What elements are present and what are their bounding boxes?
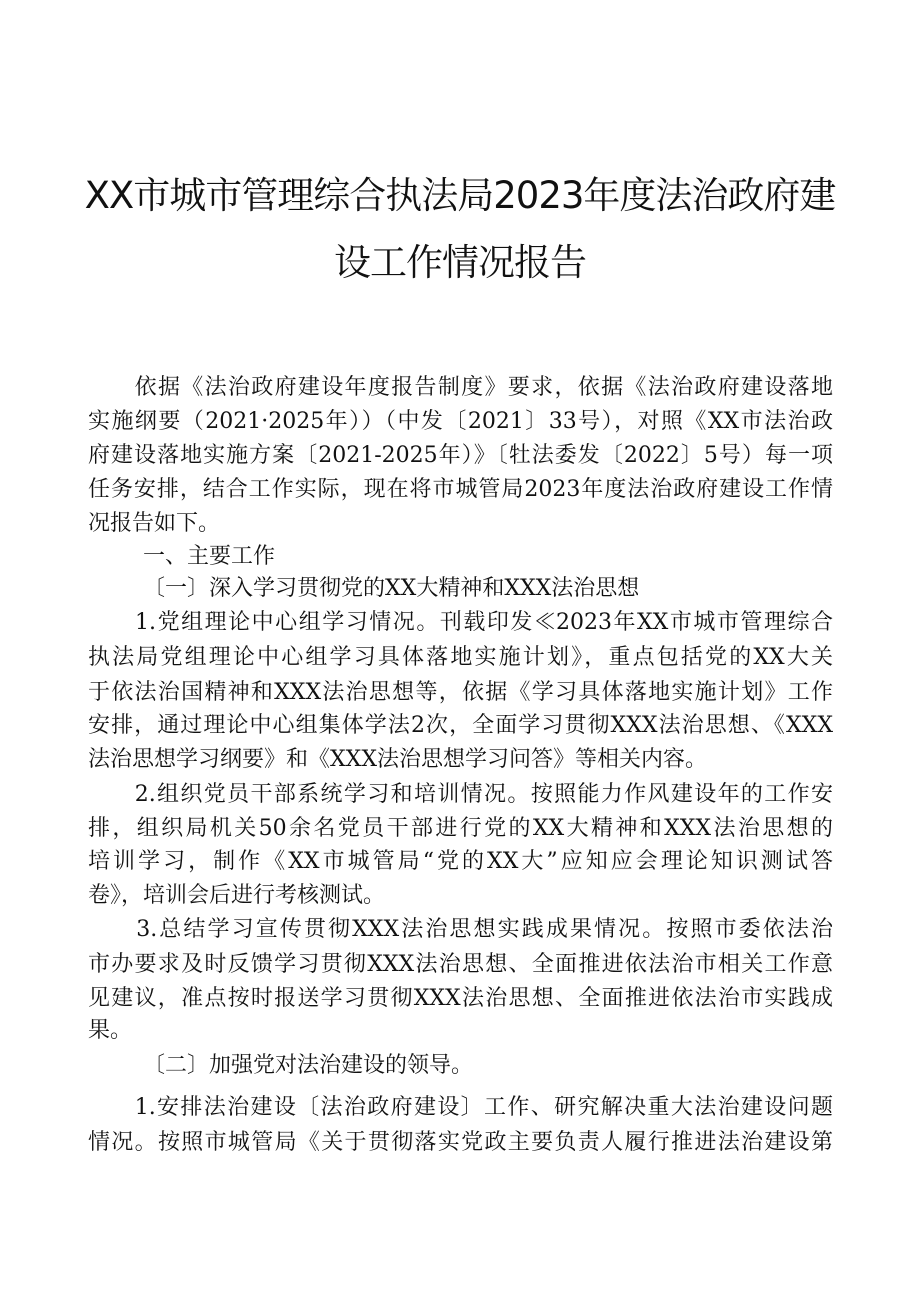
paragraph-line: 卷》，培训会后进行考核测试。 bbox=[88, 883, 386, 908]
paragraph-line: 果。 bbox=[88, 1018, 133, 1043]
paragraph-line: 执法局党组理论中心组学习具体落地实施计划》，重点包括党的XX大关 bbox=[88, 645, 833, 670]
subsection-heading: 〔二〕加强党对法治建设的领导。 bbox=[143, 1053, 474, 1078]
paragraph-line: 1.安排法治建设〔法治政府建设〕工作、研究解决重大法治建设问题 bbox=[88, 1095, 833, 1120]
paragraph-line: 况报告如下。 bbox=[88, 511, 221, 536]
paragraph-line: 培训学习，制作《XX市城管局“党的XX大”应知应会理论知识测试答 bbox=[88, 849, 833, 874]
paragraph-line: 实施纲要（2021·2025年））（中发〔2021〕33号），对照《XX市法治政 bbox=[88, 409, 833, 434]
paragraph-line: 安排，通过理论中心组集体学法2次，全面学习贯彻XXX法治思想、《XXX bbox=[88, 713, 833, 738]
paragraph-line: 依据《法治政府建设年度报告制度》要求，依据《法治政府建设落地 bbox=[88, 375, 833, 400]
paragraph-line: 法治思想学习纲要》和《XXX法治思想学习问答》等相关内容。 bbox=[88, 747, 707, 772]
paragraph-line: 市办要求及时反馈学习贯彻XXX法治思想、全面推进依法治市相关工作意 bbox=[88, 952, 833, 977]
paragraph-line: 任务安排，结合工作实际，现在将市城管局2023年度法治政府建设工作情 bbox=[88, 477, 833, 502]
paragraph-line: 3.总结学习宣传贯彻XXX法治思想实践成果情况。按照市委依法治 bbox=[88, 917, 833, 942]
paragraph-line: 于依法治国精神和XXX法治思想等，依据《学习具体落地实施计划》工作 bbox=[88, 680, 833, 705]
paragraph-line: 见建议，准点按时报送学习贯彻XXX法治思想、全面推进依法治市实践成 bbox=[88, 986, 833, 1011]
paragraph-line: 府建设落地实施方案〔2021-2025年）》〔牡法委发〔2022〕5号）每一项 bbox=[88, 443, 833, 468]
document-title-line-1: XX市城市管理综合执法局2023年度法治政府建 bbox=[84, 174, 836, 217]
paragraph-line: 2.组织党员干部系统学习和培训情况。按照能力作风建设年的工作安 bbox=[88, 782, 833, 807]
paragraph-line: 1.党组理论中心组学习情况。刊载印发≪2023年XX市城市管理综合 bbox=[88, 610, 833, 635]
section-heading: 一、主要工作 bbox=[143, 544, 276, 569]
paragraph-line: 情况。按照市城管局《关于贯彻落实党政主要负责人履行推进法治建设第 bbox=[88, 1130, 833, 1155]
subsection-heading: 〔一〕深入学习贯彻党的XX大精神和XXX法治思想 bbox=[143, 576, 640, 601]
paragraph-line: 排，组织局机关50余名党员干部进行党的XX大精神和XXX法治思想的 bbox=[88, 816, 833, 841]
document-title-line-2: 设工作情况报告 bbox=[334, 241, 586, 284]
